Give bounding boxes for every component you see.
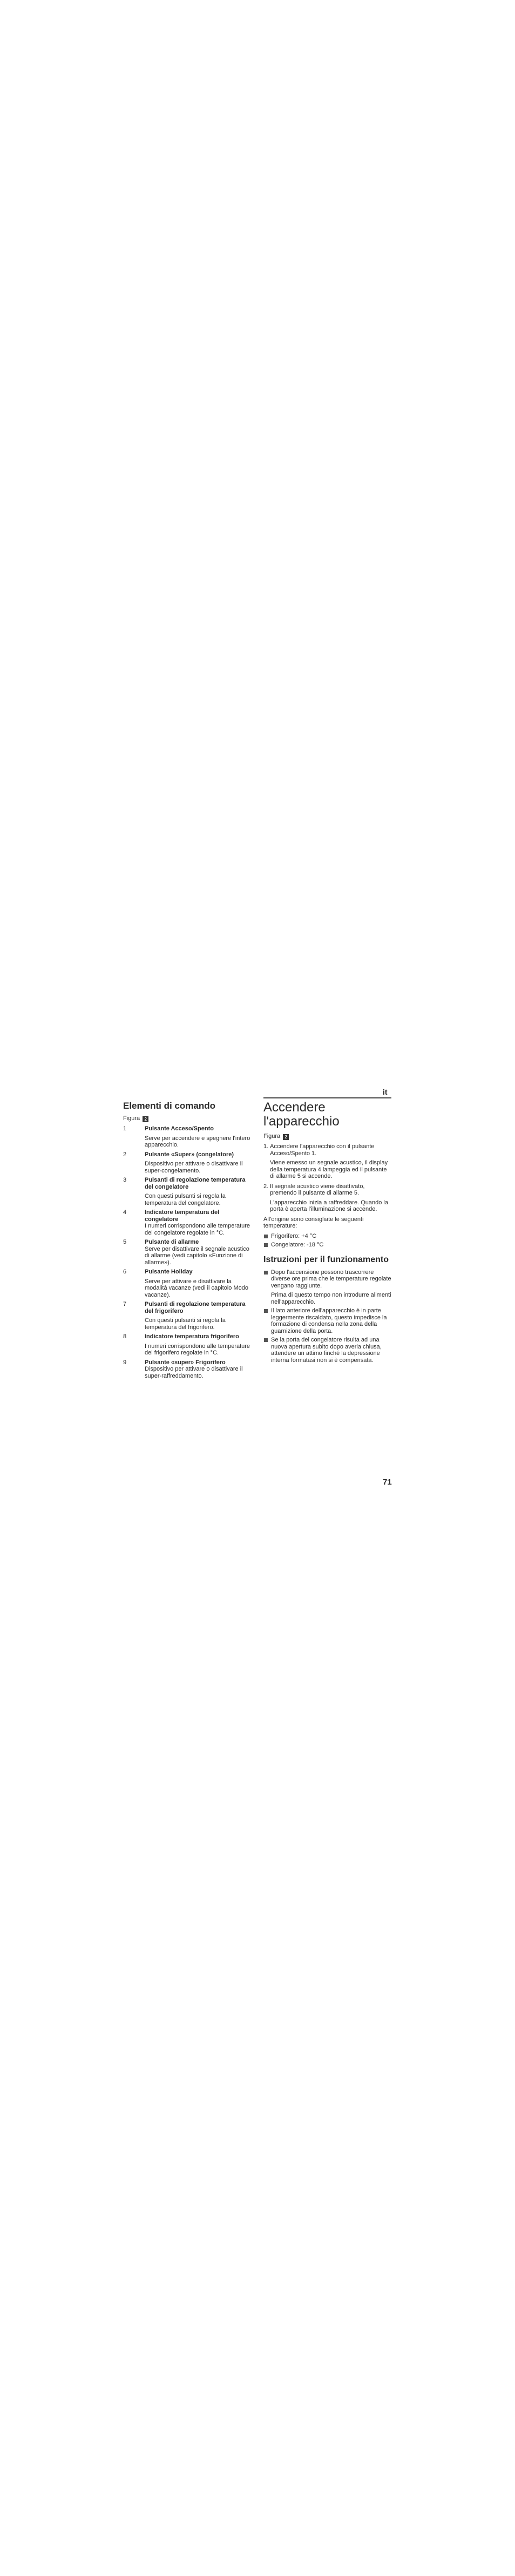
step-number: 2. — [263, 1183, 269, 1190]
list-item — [123, 1359, 253, 1380]
item-title: Pulsanti di regolazione temperatura del frigorifero — [145, 1301, 246, 1314]
item-title: Pulsante «Super» (congelatore) — [145, 1151, 234, 1158]
recommended-temps-intro: All'origine sono consigliate le seguenti temperature: — [263, 1216, 364, 1229]
temps-list — [263, 1233, 391, 1249]
list-item — [123, 1333, 253, 1357]
figure-number-badge: 2 — [143, 1116, 148, 1122]
bullet-icon — [264, 1243, 268, 1247]
item-number: 7 — [123, 1301, 127, 1307]
figure-reference — [123, 1115, 253, 1122]
note-text: Il lato anteriore dell'apparecchio è in parte leggermente riscaldato, questo impedisce la formazione di condensa nella zona della guarnizione della porta. — [271, 1307, 387, 1334]
bullet-icon — [264, 1271, 268, 1274]
list-item — [123, 1301, 253, 1331]
list-item — [123, 1151, 253, 1175]
bullet-icon — [264, 1309, 268, 1313]
item-title: Pulsante Acceso/Spento — [145, 1125, 214, 1132]
step-text: Accendere l'apparecchio con il pulsante Acceso/Spento 1. — [270, 1143, 375, 1157]
item-description: Serve per disattivare il segnale acustico di allarme (vedi capitolo «Funzione di allarme»). — [145, 1245, 249, 1266]
item-number: 5 — [123, 1239, 127, 1245]
item-number: 6 — [123, 1269, 127, 1275]
item-description: Dispositivo per attivare o disattivare il super-raffreddamento. — [145, 1366, 243, 1379]
step-item — [263, 1143, 391, 1180]
notes-list — [263, 1269, 391, 1364]
item-title: Pulsante «super» Frigorifero — [145, 1359, 226, 1366]
page-number: 71 — [383, 1478, 392, 1487]
temp-text: Frigorifero: +4 °C — [271, 1232, 317, 1239]
note-subtext: Prima di questo tempo non introdurre alimenti nell'apparecchio. — [271, 1292, 391, 1305]
figure-number-badge: 2 — [283, 1134, 289, 1140]
step-number: 1. — [263, 1143, 269, 1150]
switch-on-section — [263, 1101, 391, 1366]
note-item — [263, 1307, 391, 1334]
section-title-notes: Istruzioni per il funzionamento — [263, 1255, 389, 1264]
list-item — [123, 1269, 253, 1298]
section-title-controls: Elementi di comando — [123, 1101, 215, 1111]
list-item — [123, 1125, 253, 1149]
item-number: 3 — [123, 1177, 127, 1183]
item-description: I numeri corrispondono alle temperature del frigorifero regolate in °C. — [145, 1343, 250, 1356]
item-description: I numeri corrispondono alle temperature del congelatore regolate in °C. — [145, 1223, 250, 1236]
header-rule — [263, 1097, 391, 1098]
bullet-icon — [264, 1338, 268, 1342]
figure-label: Figura — [263, 1133, 281, 1139]
figure-reference — [263, 1133, 391, 1140]
item-number: 1 — [123, 1125, 127, 1132]
section-title-switch-on: Accendere l'apparecchio — [263, 1100, 340, 1129]
item-title: Indicatore temperatura frigorifero — [145, 1333, 239, 1340]
item-title: Pulsanti di regolazione temperatura del congelatore — [145, 1177, 246, 1190]
temp-item — [263, 1242, 391, 1249]
temp-item — [263, 1233, 391, 1240]
item-number: 9 — [123, 1359, 127, 1366]
note-text: Se la porta del congelatore risulta ad una nuova apertura subito dopo averla chiusa, attendere un attimo finché la depressione interna formatasi non si è compensata. — [271, 1337, 382, 1364]
item-title: Pulsante Holiday — [145, 1269, 193, 1275]
bullet-icon — [264, 1235, 268, 1238]
language-tag: it — [383, 1088, 388, 1096]
list-item — [123, 1177, 253, 1206]
steps-list — [263, 1143, 391, 1213]
note-item — [263, 1269, 391, 1306]
note-text: Dopo l'accensione possono trascorrere diverse ore prima che le temperature regolate vengano raggiunte. — [271, 1269, 391, 1289]
list-item — [123, 1239, 253, 1266]
controls-list — [123, 1125, 253, 1379]
note-item — [263, 1337, 391, 1364]
step-note: L'apparecchio inizia a raffreddare. Quando la porta è aperta l'illuminazione si accende. — [270, 1199, 388, 1212]
list-item — [123, 1209, 253, 1236]
step-text: Il segnale acustico viene disattivato, premendo il pulsante di allarme 5. — [270, 1183, 365, 1196]
item-description: Con questi pulsanti si regola la temperatura del frigorifero. — [145, 1317, 226, 1331]
item-number: 8 — [123, 1333, 127, 1340]
item-number: 4 — [123, 1209, 127, 1216]
item-description: Serve per attivare e disattivare la modalità vacanze (vedi il capitolo Modo vacanze). — [145, 1278, 248, 1298]
controls-section — [123, 1101, 253, 1382]
item-title: Indicatore temperatura del congelatore — [145, 1209, 220, 1223]
step-note: Viene emesso un segnale acustico, il display della temperatura 4 lampeggia ed il pulsante di allarme 5 si accende. — [270, 1159, 388, 1179]
temp-text: Congelatore: -18 °C — [271, 1242, 324, 1248]
item-description: Con questi pulsanti si regola la temperatura del congelatore. — [145, 1193, 226, 1206]
step-item — [263, 1183, 391, 1213]
item-description: Serve per accendere e spegnere l'intero apparecchio. — [145, 1135, 250, 1148]
item-description: Dispositivo per attivare o disattivare il super-congelamento. — [145, 1161, 243, 1174]
item-title: Pulsante di allarme — [145, 1239, 199, 1245]
figure-label: Figura — [123, 1115, 140, 1122]
item-number: 2 — [123, 1151, 127, 1158]
